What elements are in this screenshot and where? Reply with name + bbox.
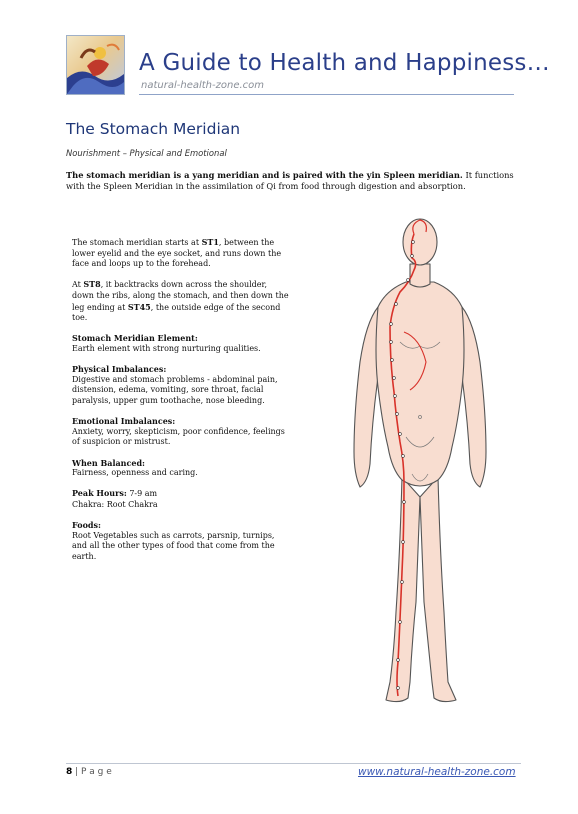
page-subtitle: Nourishment – Physical and Emotional (66, 148, 227, 158)
physical-text: Digestive and stomach problems - abdominal pain, distension, edema, vomiting, sore throat, facial paralysis, upper gum toothache, nose bleeding. (72, 374, 278, 405)
p1-text-a: The stomach meridian starts at (72, 238, 202, 247)
emotional-section (72, 416, 290, 448)
chakra-text: Chakra: Root Chakra (72, 499, 158, 509)
logo-illustration (67, 36, 124, 94)
peak-section (72, 488, 290, 510)
balanced-text: Fairness, openness and caring. (72, 468, 198, 478)
p2-text-c: , it backtracks down across the shoulder, down the ribs, along the stomach, and then down the leg ending at (72, 280, 289, 312)
meridian-text-column (72, 237, 290, 572)
physical-label: Physical Imbalances: (72, 364, 167, 375)
physical-section (72, 364, 290, 407)
element-text: Earth element with strong nurturing qualities. (72, 344, 261, 353)
page-number (66, 767, 112, 777)
footer-link[interactable]: www.natural-health-zone.com (358, 766, 516, 778)
p2-text-e: , the outside edge of the second toe. (72, 302, 281, 323)
site-logo (66, 35, 125, 95)
p1-text-c: , between the lower eyelid and the eye socket, and runs down the face and loops up to the forehead. (72, 238, 282, 269)
p2-text-a: At (72, 280, 84, 290)
peak-label: Peak Hours: (72, 488, 127, 499)
balanced-section (72, 458, 290, 479)
page-number-value: 8 (66, 767, 73, 777)
site-url: natural-health-zone.com (141, 80, 265, 91)
body-illustration (330, 212, 510, 712)
site-title: A Guide to Health and Happiness… (139, 50, 550, 76)
intro-paragraph (66, 170, 516, 193)
intro-bold: The stomach meridian is a yang meridian and is paired with the yin Spleen meridian. (66, 170, 463, 180)
path-paragraph (72, 279, 290, 324)
meridian-body-figure (330, 212, 510, 712)
element-label: Stomach Meridian Element: (72, 333, 198, 344)
element-section (72, 333, 290, 354)
header-divider (139, 94, 514, 95)
footer-divider (66, 763, 521, 764)
foods-label: Foods: (72, 520, 101, 530)
peak-text: 7-9 am (126, 489, 158, 499)
foods-text: Root Vegetables such as carrots, parsnip, turnips, and all the other types of food that come from the earth. (72, 530, 275, 561)
page-title: The Stomach Meridian (66, 120, 241, 138)
emotional-label: Emotional Imbalances: (72, 416, 176, 427)
page-word: | P a g e (72, 767, 112, 777)
start-paragraph (72, 237, 290, 270)
intro-rest: It functions with the Spleen Meridian in the assimilation of Qi from food through digestion and absorption. (66, 170, 514, 192)
balanced-label: When Balanced: (72, 457, 145, 468)
foods-section (72, 520, 290, 563)
point-st8: ST8 (83, 279, 101, 290)
emotional-text: Anxiety, worry, skepticism, poor confidence, feelings of suspicion or mistrust. (72, 426, 285, 447)
point-st45: ST45 (127, 301, 151, 312)
point-st1: ST1 (201, 237, 219, 247)
